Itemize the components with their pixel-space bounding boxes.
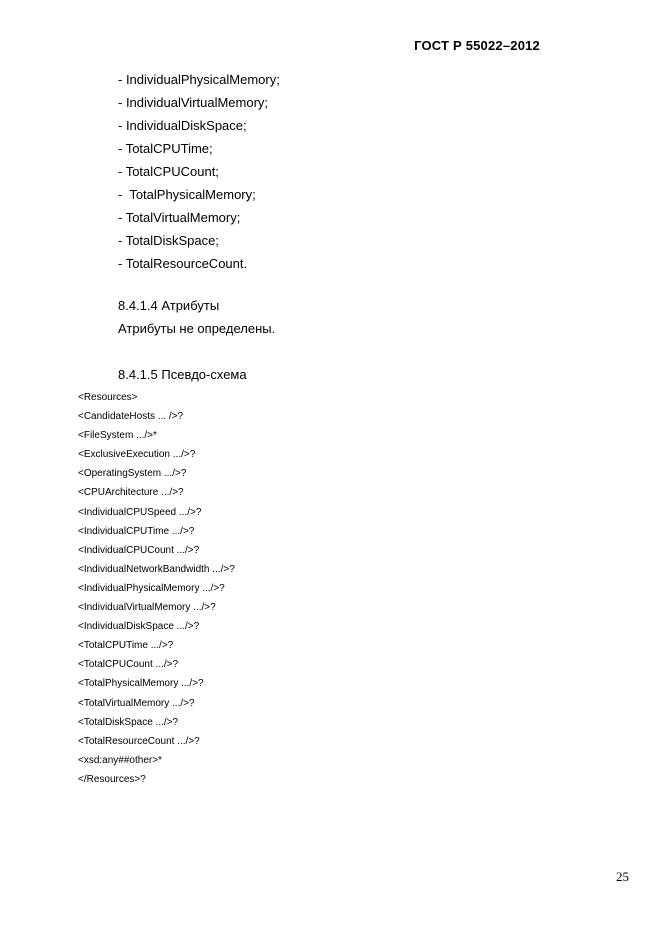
schema-line: <ExclusiveExecution .../>? (78, 449, 196, 461)
resource-element-list (118, 68, 280, 275)
schema-line: <IndividualPhysicalMemory .../>? (78, 582, 225, 594)
attributes-section-heading: 8.4.1.4 Атрибуты (118, 298, 220, 313)
schema-line: <OperatingSystem .../>? (78, 468, 187, 480)
pseudo-schema-section-heading: 8.4.1.5 Псевдо-схема (118, 367, 247, 382)
schema-line: <IndividualCPUTime .../>? (78, 525, 195, 537)
schema-line: <IndividualCPUCount .../>? (78, 544, 200, 556)
schema-line: <IndividualVirtualMemory .../>? (78, 602, 216, 614)
list-item: - TotalCPUTime; (118, 141, 213, 156)
list-item: - TotalVirtualMemory; (118, 210, 241, 225)
list-item: - TotalResourceCount. (118, 256, 248, 271)
schema-line: <TotalCPUTime .../>? (78, 640, 174, 652)
schema-line: <TotalResourceCount .../>? (78, 735, 200, 747)
document-standard-header: ГОСТ Р 55022–2012 (414, 38, 540, 53)
schema-line: <TotalDiskSpace .../>? (78, 716, 179, 728)
schema-line: <Resources> (78, 392, 138, 403)
attributes-section-text: Атрибуты не определены. (118, 321, 276, 336)
list-item: - TotalCPUCount; (118, 164, 219, 179)
list-item: - IndividualPhysicalMemory; (118, 72, 280, 87)
schema-line: <IndividualDiskSpace .../>? (78, 621, 200, 633)
schema-line: <IndividualCPUSpeed .../>? (78, 506, 202, 518)
list-item: - TotalDiskSpace; (118, 233, 219, 248)
schema-line: <TotalCPUCount .../>? (78, 659, 179, 671)
schema-line: </Resources>? (78, 773, 146, 785)
schema-line: <xsd:any##other>* (78, 754, 162, 766)
list-item: - IndividualVirtualMemory; (118, 95, 269, 110)
schema-line: <CPUArchitecture .../>? (78, 487, 184, 499)
schema-line: <FileSystem .../>* (78, 430, 157, 442)
list-item: - TotalPhysicalMemory; (118, 187, 256, 202)
pseudo-schema-code (78, 388, 235, 789)
schema-line: <TotalVirtualMemory .../>? (78, 697, 195, 709)
list-item: - IndividualDiskSpace; (118, 118, 247, 133)
schema-line: <CandidateHosts ... />? (78, 411, 184, 423)
schema-line: <IndividualNetworkBandwidth .../>? (78, 563, 235, 575)
schema-line: <TotalPhysicalMemory .../>? (78, 678, 204, 690)
page-number: 25 (616, 869, 629, 884)
